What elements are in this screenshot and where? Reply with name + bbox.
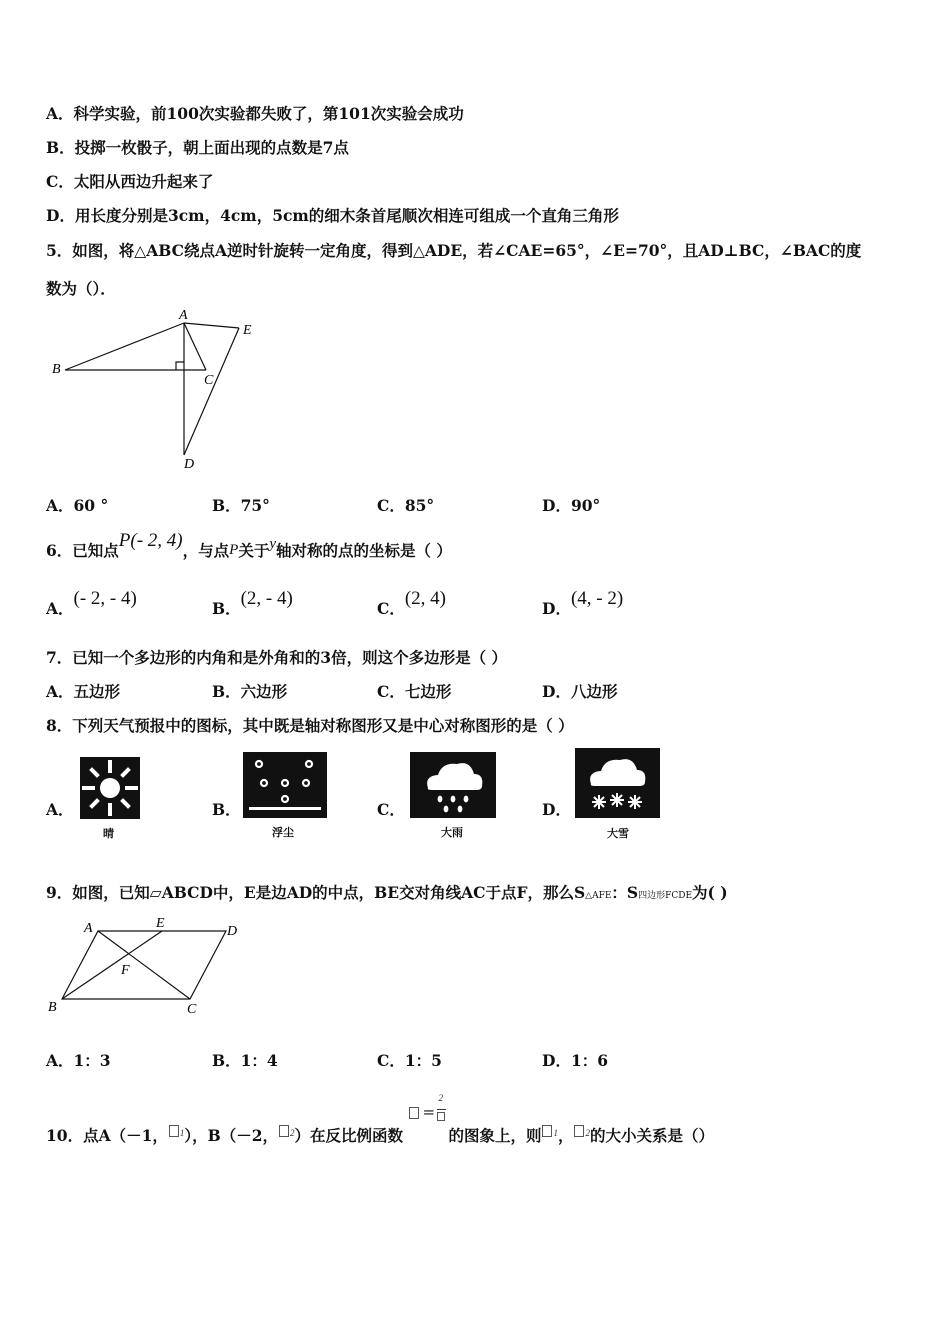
- q7-option-d: D．八边形: [542, 682, 618, 701]
- q9-label-b: B: [48, 1000, 57, 1015]
- q6-option-b: B．(2, - 4): [212, 588, 293, 618]
- q8-option-d-letter: D．: [542, 800, 571, 819]
- q10-function-formula: = 2: [408, 1115, 448, 1135]
- q5-option-d: D．90°: [542, 496, 601, 515]
- q9-label-f: F: [121, 963, 130, 978]
- q5-label-b: B: [52, 362, 61, 377]
- q7-option-b: B．六边形: [212, 682, 288, 701]
- q9-label-a: A: [84, 921, 93, 936]
- q7-stem: 7．已知一个多边形的内角和是外角和的3倍，则这个多边形是（ ）: [46, 648, 507, 667]
- q4-option-a: A．科学实验，前100次实验都失败了，第101次实验会成功: [46, 104, 464, 123]
- q9-option-a: A．1：3: [46, 1051, 111, 1070]
- q4-option-c: C．太阳从西边升起来了: [46, 172, 214, 191]
- heavy-rain-icon: [410, 752, 500, 842]
- missing-glyph-icon: [409, 1107, 419, 1119]
- q8-option-b-letter: B．: [212, 800, 241, 819]
- heavy-snow-icon: [575, 748, 663, 842]
- missing-glyph-icon: [574, 1125, 584, 1137]
- q9-stem: 9．如图，已知▱ABCD中，E是边AD的中点，BE交对角线AC于点F，那么S△AFE：S四边形FCDE为( ): [46, 883, 728, 902]
- missing-glyph-icon: [542, 1125, 552, 1137]
- q5-option-a: A．60 °: [46, 496, 109, 515]
- q6-option-a: A．(- 2, - 4): [46, 588, 137, 618]
- q8-option-a-letter: A．: [46, 800, 74, 819]
- q4-option-b: B．投掷一枚骰子，朝上面出现的点数是7点: [46, 138, 349, 157]
- q5-triangle-figure: [40, 305, 270, 475]
- sun-icon: [80, 757, 144, 843]
- dust-icon: [243, 752, 329, 842]
- q5-label-d: D: [184, 457, 195, 472]
- q9-option-c: C．1：5: [377, 1051, 442, 1070]
- q8-caption-b: 浮尘: [272, 826, 294, 839]
- q5-option-c: C．85°: [377, 496, 435, 515]
- q9-option-d: D．1：6: [542, 1051, 609, 1070]
- q5-stem-line2: 数为（）．: [46, 279, 116, 298]
- missing-glyph-icon: [169, 1125, 179, 1137]
- q6-point: P(- 2, 4): [118, 530, 183, 551]
- q5-label-e: E: [243, 323, 252, 338]
- q9-option-b: B．1：4: [212, 1051, 278, 1070]
- q9-parallelogram-figure: [40, 913, 250, 1023]
- q8-stem: 8．下列天气预报中的图标，其中既是轴对称图形又是中心对称图形的是（ ）: [46, 716, 574, 735]
- q9-label-c: C: [187, 1002, 197, 1017]
- q5-stem-line1: 5．如图，将△ABC绕点A逆时针旋转一定角度，得到△ADE，若∠CAE=65°，∠E=70°，且AD⊥BC，∠BAC的度: [46, 241, 862, 260]
- q8-caption-d: 大雪: [607, 827, 629, 840]
- missing-glyph-icon: [279, 1125, 289, 1137]
- q8-option-c-letter: C．: [377, 800, 405, 819]
- q9-label-e: E: [156, 916, 165, 931]
- q8-caption-a: 晴: [103, 827, 114, 840]
- q9-label-d: D: [227, 924, 238, 939]
- q7-option-c: C．七边形: [377, 682, 452, 701]
- q5-label-c: C: [204, 373, 214, 388]
- q5-option-b: B．75°: [212, 496, 270, 515]
- q7-option-a: A．五边形: [46, 682, 121, 701]
- q6-stem: 6．已知点P(- 2, 4)，与点P关于y轴对称的点的坐标是（ ）: [46, 530, 452, 560]
- q4-option-d: D．用长度分别是3cm，4cm，5cm的细木条首尾顺次相连可组成一个直角三角形: [46, 206, 619, 225]
- missing-glyph-icon: [437, 1112, 445, 1121]
- q6-option-c: C．(2, 4): [377, 588, 446, 618]
- q5-label-a: A: [179, 308, 188, 323]
- q8-caption-c: 大雨: [441, 826, 463, 839]
- q10-stem: 10．点A（－1， $^1$），B（－2， $^2$）在反比例函数 = 2 的图象上，则 $^1$， $^2$的大小关系是（）: [46, 1093, 714, 1145]
- q6-option-d: D．(4, - 2): [542, 588, 624, 618]
